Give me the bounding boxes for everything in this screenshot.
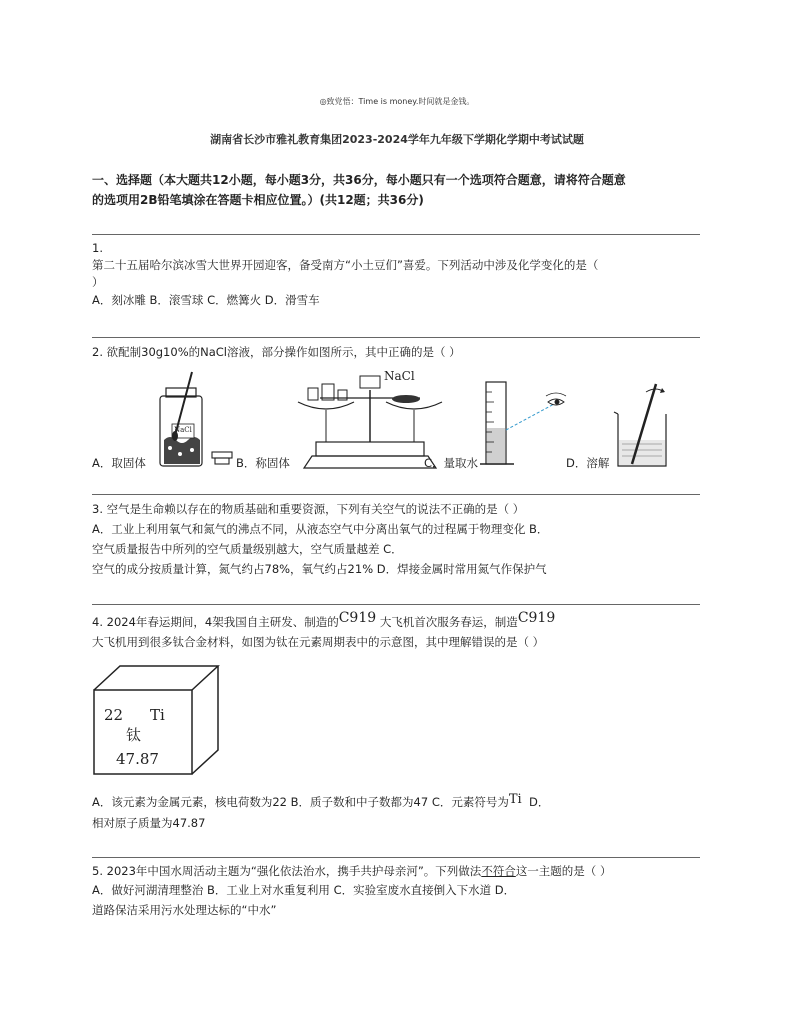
question-divider	[92, 337, 700, 338]
measuring-cylinder-figure	[478, 378, 574, 470]
balance-label: NaCl	[384, 369, 415, 383]
q1-stem: 第二十五届哈尔滨冰雪大世界开园迎客，备受南方“小土豆们”喜爱。下列活动中涉及化学变化的是（	[92, 258, 599, 272]
c919-label: C919	[338, 610, 377, 626]
q5-stem-part2: 这一主题的是（ ）	[515, 864, 612, 878]
beaker-stirring-figure	[612, 380, 672, 470]
reagent-bottle-figure	[150, 372, 210, 472]
q4-option-d-label: D．	[529, 795, 550, 809]
bottle-label: NaCl	[174, 426, 192, 434]
q5-options-line: 道路保洁采用污水处理达标的“中水”	[92, 903, 277, 917]
q3-option-line: 空气的成分按质量计算，氮气约占78%，氧气约占21% D．焊接金属时常用氮气作保护气	[92, 562, 547, 576]
element-symbol: Ti	[150, 706, 165, 724]
q3-option-line: A．工业上利用氧气和氮气的沸点不同，从液态空气中分离出氧气的过程属于物理变化 B．	[92, 522, 549, 536]
question-divider	[92, 234, 700, 235]
element-number: 22	[104, 706, 124, 724]
q2-option-c: C．量取水	[424, 456, 479, 470]
q1-stem-close: ）	[92, 275, 104, 289]
q4-stem	[92, 610, 556, 630]
balance-figure	[296, 372, 444, 472]
q5-stem-part1: 5. 2023年中国水周活动主题为“强化依法治水，携手共护母亲河”。下列做法	[92, 864, 482, 878]
ti-symbol-label: Ti	[508, 792, 522, 807]
motto-text: ◎致党悟：Time is money.时间就是金钱。	[319, 97, 475, 106]
question-divider	[92, 604, 700, 605]
q5-stem	[92, 863, 611, 879]
element-mass: 47.87	[116, 750, 159, 768]
q2-stem: 2. 欲配制30g10%的NaCl溶液，部分操作如图所示，其中正确的是（ ）	[92, 345, 461, 359]
section-heading-line2: 的选项用2B铅笔填涂在答题卡相应位置。）(共12题；共36分)	[92, 193, 424, 207]
bottle-stopper-icon	[210, 450, 234, 466]
question-divider	[92, 857, 700, 858]
q4-stem-part1: 4. 2024年春运期间，4架我国自主研发、制造的	[92, 615, 339, 629]
exam-title: 湖南省长沙市雅礼教育集团2023-2024学年九年级下学期化学期中考试试题	[210, 133, 584, 146]
q4-options-text: A．该元素为金属元素，核电荷数为22 B．质子数和中子数都为47 C．元素符号为	[92, 795, 509, 809]
q4-stem-line2: 大飞机用到很多钛合金材料，如图为钛在元素周期表中的示意图，其中理解错误的是（ ）	[92, 635, 545, 649]
question-divider	[92, 494, 700, 495]
q5-stem-underlined: 不符合	[481, 864, 516, 878]
section-heading-line1: 一、选择题（本大题共12小题，每小题3分，共36分，每小题只有一个选项符合题意，请将符合题意	[92, 173, 626, 187]
element-name: 钛	[126, 726, 142, 744]
q1-options: A．刻冰雕 B．滚雪球 C．燃篝火 D．滑雪车	[92, 293, 320, 307]
q2-option-a: A．取固体	[92, 456, 146, 470]
c919-label: C919	[517, 610, 556, 626]
q3-stem: 3. 空气是生命赖以存在的物质基础和重要资源，下列有关空气的说法不正确的是（ ）	[92, 502, 525, 516]
q2-option-b: B．称固体	[236, 456, 290, 470]
q2-option-d: D．溶解	[566, 456, 610, 470]
q5-options-line: A．做好河湖清理整治 B．工业上对水重复利用 C．实验室废水直接倒入下水道 D．	[92, 883, 516, 897]
q3-option-line: 空气质量报告中所列的空气质量级别越大，空气质量越差 C．	[92, 542, 403, 556]
q4-options-line2: 相对原子质量为47.87	[92, 816, 206, 830]
q4-stem-part2: 大飞机首次服务春运，制造	[379, 615, 518, 629]
q4-options-line1	[92, 794, 549, 811]
q1-number: 1.	[92, 241, 103, 255]
